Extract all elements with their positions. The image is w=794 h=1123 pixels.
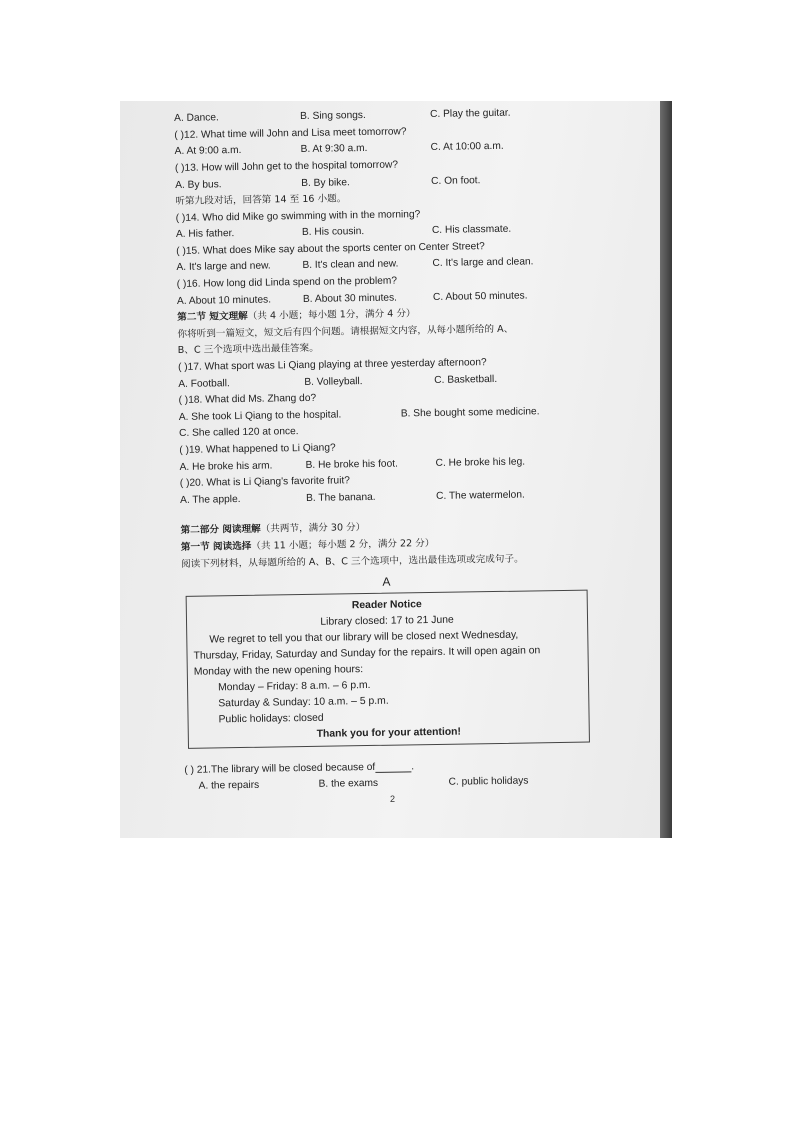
option-a: A. About 10 minutes. [176, 294, 272, 307]
option-a: A. By bus. [175, 178, 222, 191]
notice-body: Thursday, Friday, Saturday and Sunday for the repairs. It will open again on [193, 644, 541, 662]
question-16: ( )16. How long did Linda spend on the problem? [176, 275, 398, 291]
option-b: B. the exams [318, 778, 379, 791]
question-17: ( )17. What sport was Li Qiang playing at three yesterday afternoon? [177, 357, 487, 374]
option-c: C. Play the guitar. [430, 107, 511, 121]
option-b: B. He broke his foot. [305, 458, 398, 471]
section-title: 第一节 阅读选择 [180, 540, 252, 553]
section-instruction: B、C 三个选项中选出最佳答案。 [177, 343, 319, 357]
option-b: B. By bike. [301, 176, 350, 189]
question-end: . [411, 761, 415, 773]
part-title: 第二部分 阅读理解 [180, 524, 261, 537]
notice-thanks: Thank you for your attention! [316, 726, 462, 740]
option-c: C. The watermelon. [435, 489, 525, 502]
option-a: A. It's large and new. [176, 260, 271, 274]
option-a: A. the repairs [198, 780, 260, 793]
part-note: （共两节，满分 30 分） [260, 522, 366, 536]
notice-hours: Public holidays: closed [218, 712, 324, 725]
option-a: A. He broke his arm. [179, 460, 273, 473]
passage-letter: A [382, 574, 391, 589]
notice-title: Reader Notice [351, 598, 422, 611]
option-a: A. She took Li Qiang to the hospital. [178, 409, 342, 423]
exam-content [174, 105, 595, 796]
question-13: ( )13. How will John get to the hospital tomorrow? [174, 159, 399, 174]
section-instruction: 阅读下列材料，从每题所给的 A、B、C 三个选项中，选出最佳选项或完成句子。 [181, 553, 524, 570]
option-c: C. She called 120 at once. [178, 426, 299, 440]
option-a: A. Dance. [174, 112, 219, 125]
dialogue-instruction: 听第九段对话，回答第 14 至 16 小题。 [175, 193, 347, 208]
option-a: A. His father. [175, 228, 235, 241]
option-a: A. At 9:00 a.m. [174, 145, 242, 158]
notice-hours: Saturday & Sunday: 10 a.m. – 5 p.m. [218, 695, 389, 710]
option-b: B. The banana. [306, 491, 376, 504]
option-c: C. On foot. [431, 174, 481, 187]
section-note: （共 4 小题；每小题 1分，满分 4 分） [247, 308, 416, 323]
option-b: B. His cousin. [301, 226, 365, 239]
question-20: ( )20. What is Li Qiang's favorite fruit? [179, 475, 351, 490]
notice-subtitle: Library closed: 17 to 21 June [320, 614, 454, 628]
question-14: ( )14. Who did Mike go swimming with in the morning? [175, 208, 421, 224]
option-a: A. The apple. [180, 493, 241, 506]
option-c: C. About 50 minutes. [432, 290, 528, 303]
option-c: C. At 10:00 a.m. [430, 141, 504, 154]
notice-body: Monday with the new opening hours: [193, 663, 364, 678]
option-b: B. She bought some medicine. [400, 406, 540, 420]
option-c: C. He broke his leg. [435, 456, 526, 469]
option-b: B. About 30 minutes. [302, 292, 398, 305]
question-19: ( )19. What happened to Li Qiang? [179, 442, 336, 456]
paper-shadow-edge [660, 101, 672, 838]
page-number: 2 [390, 794, 396, 804]
exam-paper [120, 101, 660, 838]
photo-frame [120, 101, 672, 838]
question-text: ( ) 21.The library will be closed because of [184, 761, 376, 776]
question-12: ( )12. What time will John and Lisa meet tomorrow? [174, 126, 407, 141]
option-b: B. At 9:30 a.m. [300, 143, 368, 156]
section-title: 第二节 短文理解 [177, 311, 248, 324]
answer-blank [375, 762, 411, 774]
section-instruction: 你将听到一篇短文，短文后有四个问题。请根据短文内容，从每小题所给的 A、 [177, 323, 514, 340]
option-b: B. Volleyball. [304, 375, 363, 388]
question-15: ( )15. What does Mike say about the sports center on Center Street? [176, 241, 485, 257]
option-b: B. It's clean and new. [302, 258, 399, 272]
notice-hours: Monday – Friday: 8 a.m. – 6 p.m. [217, 679, 371, 694]
option-b: B. Sing songs. [300, 110, 366, 123]
question-18: ( )18. What did Ms. Zhang do? [178, 393, 317, 407]
option-c: C. public holidays [448, 775, 529, 789]
notice-body: We regret to tell you that our library will be closed next Wednesday, [209, 629, 519, 646]
option-a: A. Football. [178, 377, 230, 390]
section-note: （共 11 小题；每小题 2 分，满分 22 分） [251, 537, 435, 552]
option-c: C. Basketball. [434, 373, 498, 386]
option-c: C. His classmate. [431, 224, 512, 237]
reader-notice-box [186, 589, 590, 748]
option-c: C. It's large and clean. [432, 256, 534, 270]
